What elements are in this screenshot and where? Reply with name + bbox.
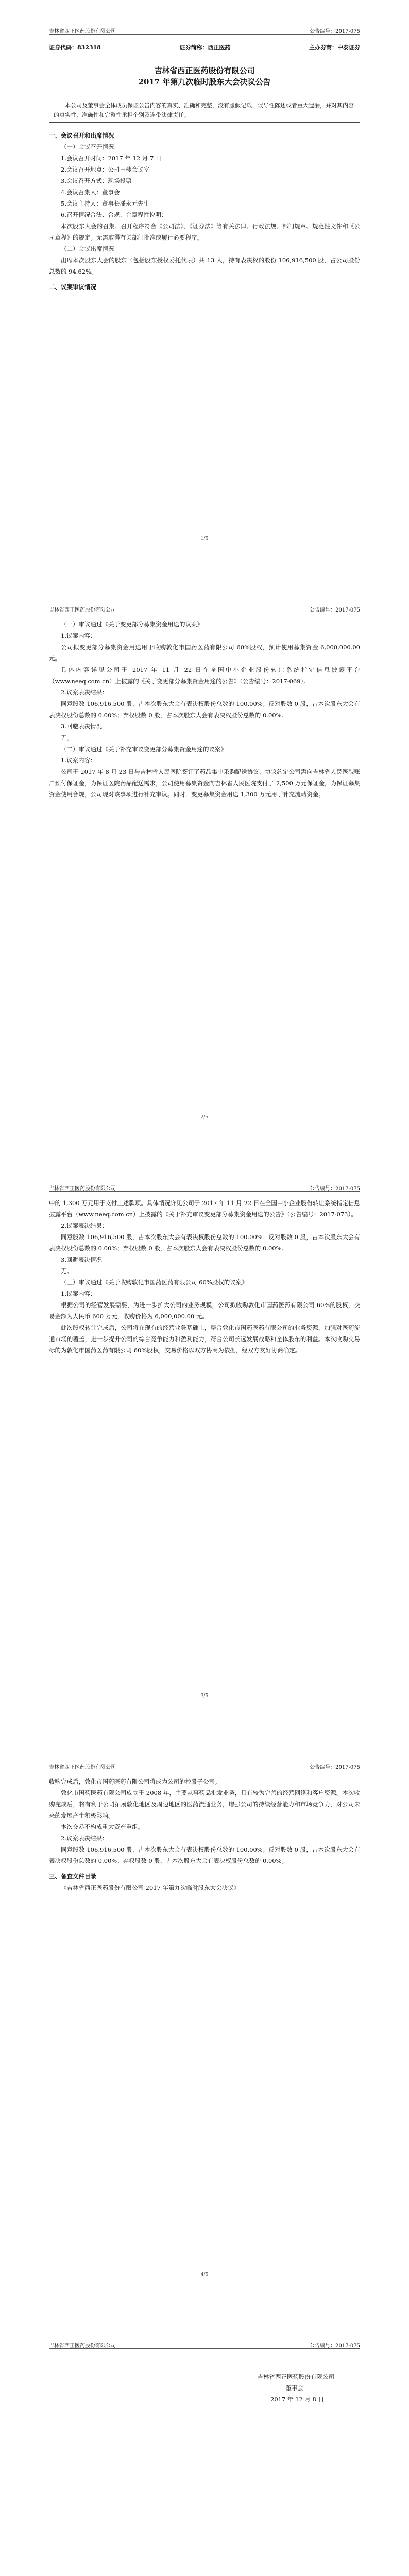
paragraph: 同意股数 106,916,500 股，占本次股东大会有表决权股份总数的 100.00%；反对股数 0 股，占本次股东大会有表决权股份总数的 0.00%；弃权股数 0 股，占本次股东大会有表决权股份总数的 0.00%。	[49, 700, 360, 719]
page-2	[0, 579, 409, 1157]
document-title: 2017 年第九次临时股东大会决议公告	[138, 77, 271, 87]
page-content	[49, 2371, 360, 2405]
paragraph: 1.议案内容：	[61, 632, 96, 639]
header-company: 吉林省西正医药股份有限公司	[49, 2343, 116, 2349]
paragraph: 收购完成后，敦化市国药医药有限公司将成为公司的控股子公司。	[49, 1778, 221, 1785]
list-item: 3.会议召开方式：现场投票	[61, 177, 132, 184]
page-header	[49, 2341, 360, 2349]
page-header	[49, 1762, 360, 1770]
signature-date: 2017 年 12 月 8 日	[270, 2396, 324, 2403]
signature-company: 吉林省西正医药股份有限公司	[257, 2373, 334, 2380]
paragraph: 本次交易不构成重大资产重组。	[61, 1823, 144, 1831]
header-doc-no: 公告编号：2017-075	[310, 2343, 360, 2349]
list-item: 6.召开情况合法、合规、合章程性说明：	[61, 211, 167, 218]
subsection-heading: （三）审议通过《关于收购敦化市国药医药有限公司 60%股权的议案》	[61, 1279, 248, 1286]
header-company: 吉林省西正医药股份有限公司	[49, 607, 116, 613]
header-company: 吉林省西正医药股份有限公司	[49, 1186, 116, 1192]
paragraph: 中的 1,300 万元用于支付上述款项。具体情况详见公司于 2017 年 11 月 22 日在全国中小企业股份转让系统指定信息披露平台（www.neeq.com.cn）上披露的《关于补充审议变更部分募集资金用途的公告》（公告编号：2017-073）。	[49, 1199, 360, 1218]
header-doc-no: 公告编号：2017-075	[310, 607, 360, 613]
page-content	[49, 40, 360, 293]
paragraph: 此次股权转让完成后，公司将在现有的经营业务基础上，整合敦化市国药医药有限公司的业务资源，加强对医药流通市场的覆盖，进一步提升公司的综合竞争能力和盈利能力，符合公司长远发展战略和全体股东的利益。本次收购交易标的为敦化市国药医药有限公司 60%股权，交易价格以双方协商为依据，经双方友好协商确定。	[49, 1324, 360, 1354]
subsection-heading: （二）审议通过《关于补充审议变更部分募集资金用途的议案》	[61, 745, 227, 753]
page-4	[0, 1736, 409, 2314]
page-number: 3/5	[200, 1693, 209, 1699]
paragraph: 2.议案表决结果：	[61, 1835, 108, 1842]
page-content	[49, 1197, 360, 1356]
page-number: 1/5	[200, 536, 209, 541]
page-header	[49, 1184, 360, 1192]
sponsor-broker: 主办券商：中泰证券	[309, 44, 360, 51]
paragraph: 《吉林省西正医药股份有限公司 2017 年第九次临时股东大会决议》	[61, 1884, 240, 1891]
page-header	[49, 605, 360, 613]
header-company: 吉林省西正医药股份有限公司	[49, 29, 116, 35]
header-doc-no: 公告编号：2017-075	[310, 1765, 360, 1770]
paragraph: 1.议案内容：	[61, 1290, 96, 1297]
paragraph: 根据公司的经营发展需要，为进一步扩大公司的业务规模，公司拟收购敦化市国药医药有限公司 60%的股权，交易金额为人民币 600 万元，收购价格为 6,000,000.00 元。	[49, 1301, 360, 1320]
paragraph: 具体内容详见公司于 2017 年 11 月 22 日在全国中小企业股份转让系统指定信息披露平台（www.neeq.com.cn）上披露的《关于变更部分募集资金用途的公告》（公告编号：2017-069）。	[49, 666, 360, 685]
section-heading: 三、备查文件目录	[49, 1873, 96, 1880]
paragraph: 公司拟变更部分募集资金用途用于收购敦化市国药医药有限公司 60%股权，预计使用募集资金 6,000,000.00 元。	[49, 643, 360, 662]
paragraph: 2.议案表决结果：	[61, 1222, 108, 1229]
page-header	[49, 27, 360, 35]
paragraph: 同意股数 106,916,500 股，占本次股东大会有表决权股份总数的 100.00%；反对股数 0 股，占本次股东大会有表决权股份总数的 0.00%；弃权股数 0 股，占本次股东大会有表决权股份总数的 0.00%。	[49, 1233, 360, 1252]
section-heading: 一、会议召开和出席情况	[49, 132, 114, 139]
paragraph: 2.议案表决结果：	[61, 689, 108, 696]
security-info-line	[49, 42, 360, 54]
list-item: 2.会议召开地点：公司三楼会议室	[61, 166, 149, 173]
page-3	[0, 1157, 409, 1736]
paragraph: 3.回避表决情况	[61, 1256, 102, 1263]
security-short-name: 证券简称：西正医药	[179, 44, 231, 51]
security-code: 证券代码：832318	[49, 44, 101, 51]
subsection-heading: （二）会议出席情况	[61, 245, 114, 252]
page-5	[0, 2314, 409, 2576]
document-title-company: 吉林省西正医药股份有限公司	[154, 66, 255, 75]
paragraph: 1.议案内容：	[61, 757, 96, 764]
list-item: 4.会议召集人：董事会	[61, 189, 120, 196]
disclaimer-box: 本公司及董事会全体成员保证公告内容的真实、准确和完整，没有虚假记载、误导性陈述或者重大遗漏，并对其内容的真实性、准确性和完整性承担个别及连带法律责任。	[49, 98, 360, 123]
list-item: 5.会议主持人：董事长潘永元先生	[61, 200, 149, 207]
paragraph: 敦化市国药医药有限公司成立于 2008 年，主要从事药品批发业务，具有较为完善的经营网络和客户资源。本次收购完成后，将有利于公司拓展敦化地区及周边地区的医药流通业务，增强公司的持续经营能力和市场竞争力，对公司未来的发展产生积极影响。	[49, 1789, 360, 1819]
header-doc-no: 公告编号：2017-075	[310, 1186, 360, 1192]
signature-board: 董事会	[285, 2384, 303, 2392]
paragraph: 无。	[61, 1267, 73, 1275]
page-number: 2/5	[200, 1115, 209, 1120]
paragraph: 出席本次股东大会的股东（包括股东授权委托代表）共 13 人，持有表决权的股份 106,916,500 股，占公司股份总数的 94.62%。	[49, 257, 360, 275]
list-item: 1.会议召开时间：2017 年 12 月 7 日	[61, 155, 162, 162]
header-doc-no: 公告编号：2017-075	[310, 29, 360, 35]
subsection-heading: （一）会议召开情况	[61, 143, 114, 150]
paragraph: 同意股数 106,916,500 股，占本次股东大会有表决权股份总数的 100.00%；反对股数 0 股，占本次股东大会有表决权股份总数的 0.00%；弃权股数 0 股，占本次股东大会有表决权股份总数的 0.00%。	[49, 1846, 360, 1865]
subsection-heading: （一）审议通过《关于变更部分募集资金用途的议案》	[61, 621, 203, 628]
header-company: 吉林省西正医药股份有限公司	[49, 1765, 116, 1770]
paragraph: 无。	[61, 734, 73, 741]
section-heading: 二、议案审议情况	[49, 283, 96, 291]
paragraph: 3.回避表决情况	[61, 723, 102, 730]
page-1	[0, 0, 409, 579]
paragraph: 公司于 2017 年 8 月 23 日与吉林省人民医院签订了药品集中采购配送协议，协议约定公司需向吉林省人民医院账户预付保证金，为保证医院药品配送需求，公司使用募集资金向吉林省人民医院支付了 2,500 万元保证金，为保证募集资金使用合规，公司现对该事项进行补充审议。同时，变更募集资金用途 1,300 万元用于补充流动资金。	[49, 768, 360, 798]
page-content	[49, 619, 360, 800]
paragraph: 本次股东大会的召集、召开程序符合《公司法》、《证券法》等有关法律、行政法规、部门规章、规范性文件和《公司章程》的规定。无需取得有关部门批准或履行必要程序。	[49, 223, 360, 241]
page-content	[49, 1776, 360, 1893]
page-number: 4/5	[200, 2272, 209, 2277]
